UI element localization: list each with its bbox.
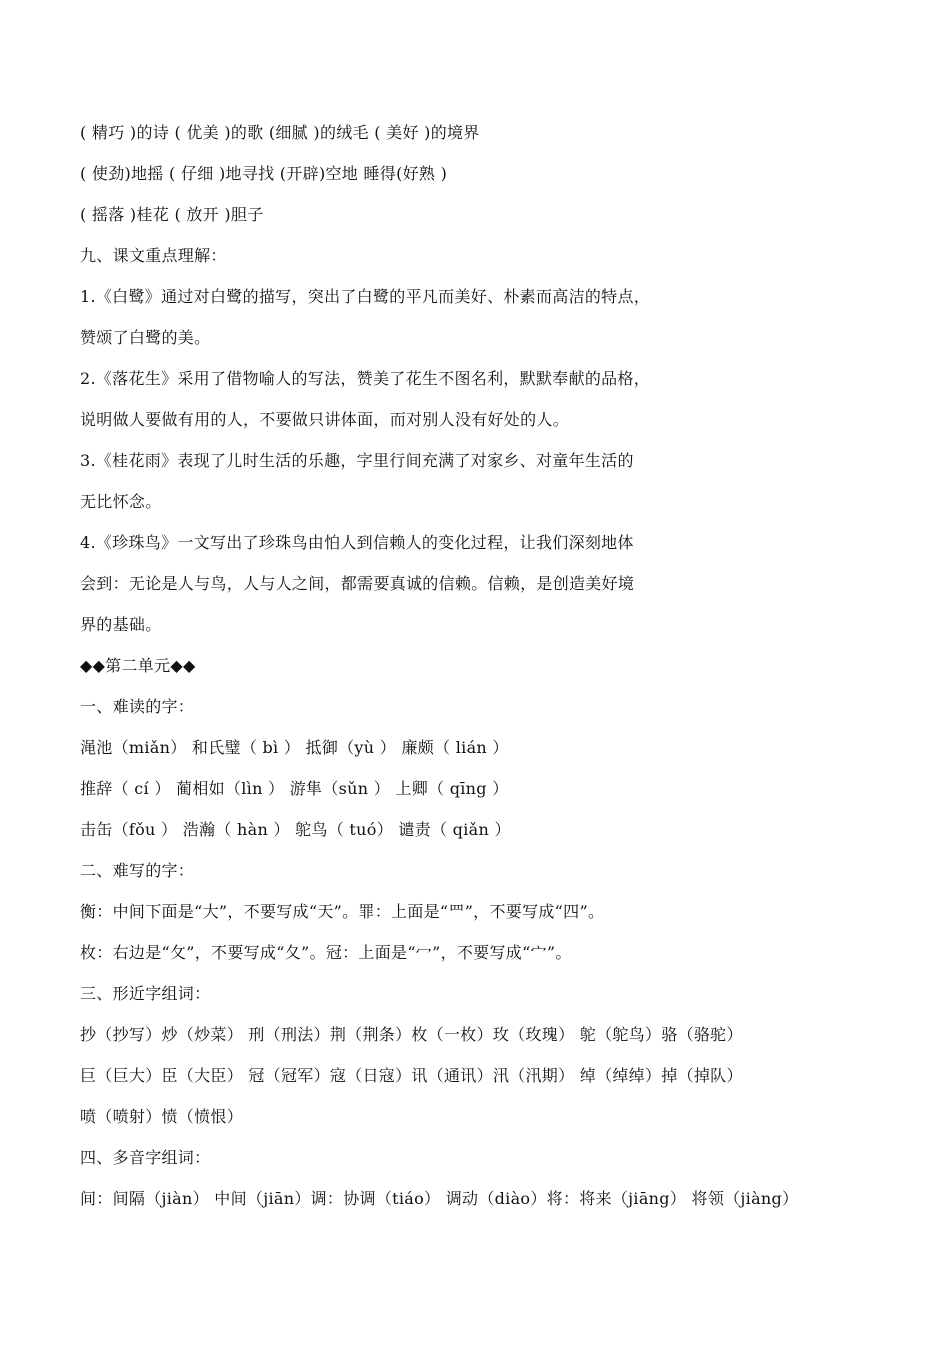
text-line: 巨（巨大）臣（大臣） 冠（冠军）寇（日寇）讯（通讯）汛（汛期） 绰（绰绰）掉（掉队） — [80, 1066, 743, 1085]
text-line: 喷（喷射）愤（愤恨） — [80, 1107, 244, 1126]
unit-heading: ◆◆第二单元◆◆ — [80, 656, 196, 675]
text-line: 3.《桂花雨》表现了儿时生活的乐趣，字里行间充满了对家乡、对童年生活的 — [80, 451, 634, 470]
text-line: ( 使劲)地摇 ( 仔细 )地寻找 (开辟)空地 睡得(好熟 ) — [80, 164, 448, 183]
section-heading: 一、难读的字： — [80, 697, 195, 716]
text-line: 推辞（ cí ） 蔺相如（lìn ） 游隼（sǔn ） 上卿（ qīng ） — [80, 779, 509, 798]
text-line: 无比怀念。 — [80, 492, 162, 511]
section-heading: 二、难写的字： — [80, 861, 195, 880]
text-line: 1.《白鹭》通过对白鹭的描写，突出了白鹭的平凡而美好、朴素而高洁的特点， — [80, 287, 651, 306]
text-line: 击缶（fǒu ） 浩瀚（ hàn ） 鸵鸟（ tuó） 谴责（ qiǎn ） — [80, 820, 511, 839]
text-line: 4.《珍珠鸟》一文写出了珍珠鸟由怕人到信赖人的变化过程，让我们深刻地体 — [80, 533, 634, 552]
text-line: 2.《落花生》采用了借物喻人的写法，赞美了花生不图名利，默默奉献的品格， — [80, 369, 651, 388]
section-heading: 三、形近字组词： — [80, 984, 211, 1003]
text-line: 赞颂了白鹭的美。 — [80, 328, 211, 347]
text-line: 说明做人要做有用的人，不要做只讲体面，而对别人没有好处的人。 — [80, 410, 570, 429]
text-line: 衡：中间下面是“大”，不要写成“天”。罪：上面是“罒”，不要写成“四”。 — [80, 902, 605, 921]
section-heading: 四、多音字组词： — [80, 1148, 211, 1167]
text-line: ( 精巧 )的诗 ( 优美 )的歌 (细腻 )的绒毛 ( 美好 )的境界 — [80, 123, 480, 142]
text-line: 枚：右边是“攵”，不要写成“夂”。冠：上面是“冖”，不要写成“宀”。 — [80, 943, 572, 962]
text-line: 渑池（miǎn） 和氏璧（ bì ） 抵御（yù ） 廉颇（ lián ） — [80, 738, 509, 757]
text-line: 抄（抄写）炒（炒菜） 刑（刑法）荆（荆条）枚（一枚）玫（玫瑰） 鸵（鸵鸟）骆（骆驼） — [80, 1025, 743, 1044]
document-page — [80, 112, 940, 1219]
text-line: 会到：无论是人与鸟，人与人之间，都需要真诚的信赖。信赖，是创造美好境 — [80, 574, 635, 593]
text-line: ( 摇落 )桂花 ( 放开 )胆子 — [80, 205, 264, 224]
text-line: 界的基础。 — [80, 615, 162, 634]
section-heading: 九、课文重点理解： — [80, 246, 227, 265]
text-line: 间：间隔（jiàn） 中间（jiān）调：协调（tiáo） 调动（diào）将：将来（jiāng） 将领（jiàng） — [80, 1189, 799, 1208]
